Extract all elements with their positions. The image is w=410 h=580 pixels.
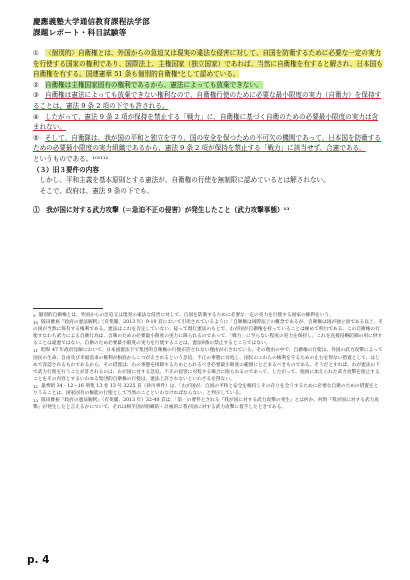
section-heading: （３）旧３要件の内容 (33, 165, 99, 174)
header-assignment: 課題レポート・科目試験等 (33, 28, 127, 37)
footnote: 9 個別的自衛権とは、外国からの急迫又は現実の違法な侵害に対して、自国を防衛するために必要な一定の実力を行使する国家の権利をいう。 (33, 313, 334, 318)
paragraph: そこで、政府は、憲法 9 条の下でも、 (39, 186, 154, 195)
page-number: p. 4 (27, 554, 50, 566)
item-text: 〈個別的〉自衛権とは、外国からの急迫又は現実の違法な侵害に対して、自国を防衛するために必要な一定の実力を行使する国家の権利であり、国際法上、主権国家（独立国家）であれば、当然に自衛権を有すると解され、日本国も自衛権を有する。国連憲章 51 条も個別的自衛権⁹として認めている。 (33, 49, 383, 79)
footnote: 10 阪田雅裕『政府の憲法解釈』（有斐閣、2013 年）9-10 頁において引用されているように「自衛権は国際法上の概念であるが、自衛権は国が独立国である以上、その国が当然に保有する権利である。憲法はこれを否定していない。従って現行憲法のもとで、わが国が自衛権を持っていることは極めて明白である。この自衛権の行使すなわち武力による自衛行為は、自衛のための必要最小限度の実力に限られるのであって、「戦力」に至らない程度の実力を保持し、これを直接侵略防御の用に供することは違憲ではない。自衛のため必要最小限度の実力を行使することは、憲法9条の禁止するところではない。 (33, 320, 383, 347)
item-number: ③ (33, 91, 39, 100)
item-number: ④ (33, 112, 39, 121)
item-text: そして、自衛隊は、我が国の平和と独立を守り、国の安全を保つための不可欠の機関であって、日本国を防衛するための必要最小限度の実力組織であるから、憲法 9 条 2 項が保持を禁止する「戦力」に該当せず、合憲である。 (33, 133, 381, 153)
footnote-divider (33, 308, 103, 309)
list-item-5 (33, 133, 383, 154)
item-text: 自衛権は憲法によっても放棄できない権利なので、自衛権行使のために必要な最小限度の実力（自衛力）を保持することは、憲法 9 条 2 項の下でも許される。 (33, 91, 382, 110)
item-text: 自衛権は主権国家固有の権利であるから、憲法によっても放棄できない。 (45, 80, 263, 89)
requirement-item: ① 我が国に対する武力攻撃（＝急迫不正の侵害）が発生したこと（武力攻撃事態）¹³ (33, 206, 290, 215)
footnote: 11 昭和 47 年政府見解において、日本国憲法下で集団的自衛権の行使が許されない理由が示されている。その理由の中で、自衛権の行使は、外国の武力攻撃によって国民の生命、自由及び幸福追求の権利が根底からくつがえされるという急迫、不正の事態に対処し、国民のこれらの権利を守るための止むを得ない措置として、はじめて容認されるものであるから、その措置は、右の事態を排除するためとられるべき必要最小限度の範囲にとどまるべきものである。そうだとすれば、わが憲法の下で武力行使を行うことが許されるのは、わが国に対する急迫、不正の侵害に対処する場合に限られるのであって、したがって、他国に加えられた武力攻撃を阻止することをその内容とするいわゆる集団的自衛権の行使は、憲法上許されないといわざるを得ない。 (33, 348, 383, 382)
item-number: ② (33, 80, 39, 89)
list-item-4 (33, 112, 383, 133)
footnote: 13 阪田雅裕『政府の憲法解釈』（有斐閣、2013 年）32-40 頁は、「第一の要件とされる『我が国に対する武力攻撃の発生』とは何か。何時『我が国に対する武力攻撃』が発生したと言えるかについて、それは相手国が組織的・計画的に我が国に対する武力攻撃に着手したときである。 (33, 398, 379, 411)
item-number: ⑤ (33, 133, 39, 142)
item-number: ① (33, 49, 39, 57)
list-item-2 (33, 80, 383, 91)
main-text (33, 48, 383, 216)
list-item-3 (33, 90, 383, 111)
list-item-1 (33, 48, 383, 80)
paragraph: しかし、平和主義を基本原則とする憲法が、自衛権の行使を無制限に認めているとは解されない。 (39, 176, 330, 185)
footnotes (33, 312, 383, 411)
after-items-text: というものである。¹⁰¹¹¹² (33, 154, 109, 163)
header-university: 慶應義塾大学通信教育課程法学部 (33, 17, 150, 26)
footnote: 12 最判昭 34・12・16 刑集 13 巻 13 号 3225 頁（砂川事件）は、「わが国が、自国の平和と安全を維持しその存立を全うするために必要な自衛のための措置をとりうることは、国家固有の権能の行使として当然のことといわなければならない」と判示している。 (33, 383, 379, 397)
item-text: したがって、憲法 9 条 2 項が保持を禁止する「戦力」に、自衛権に基づく自衛のための必要最小限度の実力は含まれない。 (33, 112, 379, 132)
